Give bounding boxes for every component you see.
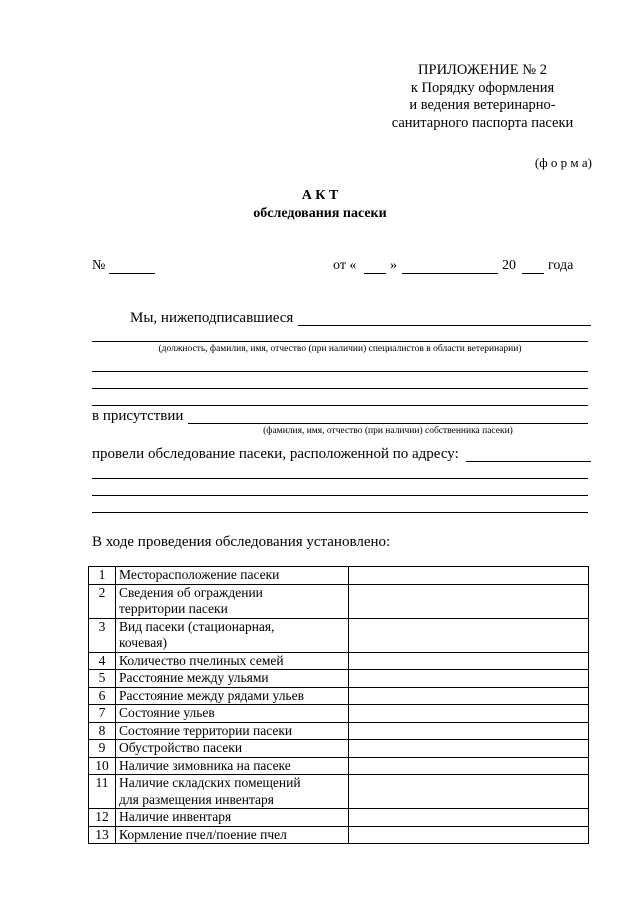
form-mark: (ф о р м а) bbox=[534, 155, 592, 170]
blank-line[interactable] bbox=[92, 512, 588, 513]
blank-line[interactable] bbox=[92, 478, 588, 479]
owner-hint: (фамилия, имя, отчество (при наличии) собственника пасеки) bbox=[263, 426, 513, 436]
row-number: 12 bbox=[89, 809, 116, 827]
table-row bbox=[89, 809, 589, 827]
row-number: 6 bbox=[89, 687, 116, 705]
row-value-cell[interactable] bbox=[349, 809, 589, 827]
inspection-table-body bbox=[89, 567, 589, 844]
row-description bbox=[116, 826, 349, 844]
presence-label: в присутствии bbox=[92, 408, 184, 424]
row-description-line: Наличие зимовника на пасеке bbox=[119, 757, 291, 773]
row-description bbox=[116, 809, 349, 827]
appendix-line: к Порядку оформления bbox=[410, 79, 555, 96]
row-value-cell[interactable] bbox=[349, 670, 589, 688]
row-description-line: для размещения инвентаря bbox=[119, 791, 275, 807]
table-row bbox=[89, 652, 589, 670]
table-row bbox=[89, 705, 589, 723]
row-description-line: Состояние ульев bbox=[119, 705, 215, 720]
row-value-cell[interactable] bbox=[349, 740, 589, 758]
appendix-block bbox=[385, 62, 580, 132]
row-description-line: Кормление пчел/поение пчел bbox=[119, 826, 287, 842]
document-subtitle: обследования пасеки bbox=[253, 206, 387, 221]
table-row bbox=[89, 775, 589, 809]
row-description-line: Наличие инвентаря bbox=[119, 809, 232, 824]
blank-line[interactable] bbox=[92, 388, 588, 389]
address-blank[interactable] bbox=[466, 461, 591, 462]
appendix-line: и ведения ветеринарно- bbox=[409, 97, 556, 113]
row-value-cell[interactable] bbox=[349, 687, 589, 705]
number-blank[interactable] bbox=[109, 273, 155, 274]
row-number: 1 bbox=[89, 567, 116, 585]
row-description bbox=[116, 652, 349, 670]
document-title: А К Т bbox=[301, 188, 339, 203]
row-number: 5 bbox=[89, 670, 116, 688]
table-row bbox=[89, 740, 589, 758]
blank-line[interactable] bbox=[92, 495, 588, 496]
row-value-cell[interactable] bbox=[349, 722, 589, 740]
row-number: 4 bbox=[89, 652, 116, 670]
row-description bbox=[116, 567, 349, 585]
row-description bbox=[116, 775, 349, 809]
appendix-line: санитарного паспорта пасеки bbox=[391, 114, 574, 131]
appendix-title: ПРИЛОЖЕНИЕ № 2 bbox=[418, 62, 547, 78]
row-value-cell[interactable] bbox=[349, 705, 589, 723]
table-row bbox=[89, 584, 589, 618]
specialists-hint: (должность, фамилия, имя, отчество (при наличии) специалистов в области ветеринарии) bbox=[158, 344, 522, 354]
row-value-cell[interactable] bbox=[349, 652, 589, 670]
row-value-cell[interactable] bbox=[349, 567, 589, 585]
row-description-line: Сведения об ограждении bbox=[119, 584, 263, 600]
row-value-cell[interactable] bbox=[349, 618, 589, 652]
we-signed-label: Мы, нижеподписавшиеся bbox=[130, 310, 294, 326]
row-description bbox=[116, 584, 349, 618]
table-row bbox=[89, 670, 589, 688]
owner-blank[interactable] bbox=[188, 423, 588, 424]
table-row bbox=[89, 618, 589, 652]
number-label: № bbox=[92, 258, 106, 273]
row-number: 3 bbox=[89, 618, 116, 652]
row-value-cell[interactable] bbox=[349, 826, 589, 844]
table-row bbox=[89, 722, 589, 740]
day-blank[interactable] bbox=[364, 273, 386, 274]
specialists-blank[interactable] bbox=[298, 325, 591, 326]
row-number: 7 bbox=[89, 705, 116, 723]
inspection-table bbox=[88, 566, 589, 844]
table-row bbox=[89, 567, 589, 585]
year-blank[interactable] bbox=[522, 273, 544, 274]
row-value-cell[interactable] bbox=[349, 757, 589, 775]
year-suffix: года bbox=[548, 258, 574, 273]
row-description-line: Расстояние между ульями bbox=[119, 670, 269, 685]
quote-close: » bbox=[390, 258, 397, 273]
row-number: 13 bbox=[89, 826, 116, 844]
row-number: 11 bbox=[89, 775, 116, 809]
row-description bbox=[116, 687, 349, 705]
row-description bbox=[116, 618, 349, 652]
row-number: 9 bbox=[89, 740, 116, 758]
row-description-line: территории пасеки bbox=[119, 601, 228, 616]
month-blank[interactable] bbox=[402, 273, 498, 274]
date-from-label: от « bbox=[333, 258, 357, 273]
row-description bbox=[116, 740, 349, 758]
row-number: 2 bbox=[89, 584, 116, 618]
row-description-line: кочевая) bbox=[119, 635, 167, 650]
blank-line[interactable] bbox=[92, 371, 588, 372]
row-description-line: Состояние территории пасеки bbox=[119, 722, 293, 738]
row-description-line: Вид пасеки (стационарная, bbox=[119, 618, 275, 634]
row-description-line: Месторасположение пасеки bbox=[119, 567, 280, 582]
year-prefix: 20 bbox=[502, 258, 516, 273]
table-row bbox=[89, 757, 589, 775]
row-description bbox=[116, 722, 349, 740]
row-description-line: Количество пчелиных семей bbox=[119, 652, 284, 668]
address-label: провели обследование пасеки, расположенной по адресу: bbox=[92, 446, 459, 462]
row-description-line: Расстояние между рядами ульев bbox=[119, 687, 304, 703]
row-description-line: Наличие складских помещений bbox=[119, 775, 301, 790]
specialists-blank-line[interactable] bbox=[92, 341, 588, 342]
blank-line[interactable] bbox=[92, 405, 588, 406]
established-label: В ходе проведения обследования установлено: bbox=[92, 534, 391, 550]
table-row bbox=[89, 687, 589, 705]
row-description bbox=[116, 670, 349, 688]
row-value-cell[interactable] bbox=[349, 584, 589, 618]
row-description bbox=[116, 705, 349, 723]
row-number: 10 bbox=[89, 757, 116, 775]
row-number: 8 bbox=[89, 722, 116, 740]
row-description-line: Обустройство пасеки bbox=[119, 740, 243, 755]
table-row bbox=[89, 826, 589, 844]
row-value-cell[interactable] bbox=[349, 775, 589, 809]
row-description bbox=[116, 757, 349, 775]
